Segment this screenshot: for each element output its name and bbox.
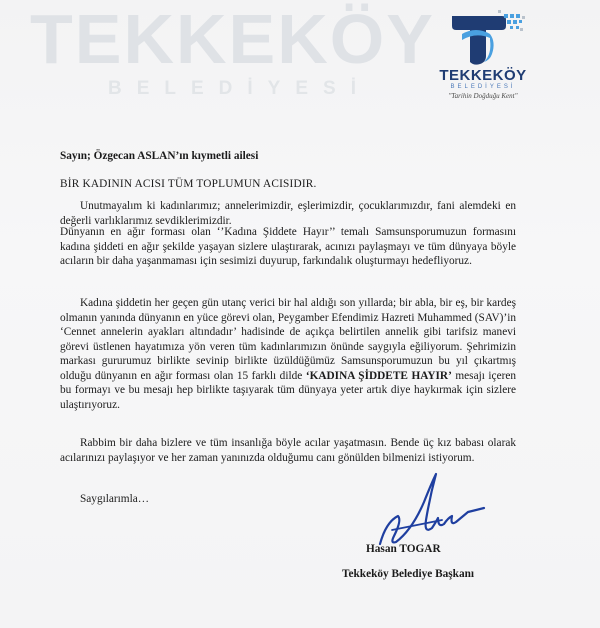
signatory-title: Tekkeköy Belediye Başkanı bbox=[342, 568, 475, 580]
paragraph-4: Rabbim bir daha bizlere ve tüm insanlığa böyle acılar yaşatmasın. Bende üç kız babası olarak acılarınızı paylaşıyor ve her zaman yanınızda olduğumu canı gönülden bilmenizi istiyorum. bbox=[60, 437, 516, 464]
logo-subtitle: BELEDİYESİ bbox=[450, 84, 516, 90]
logo-name: TEKKEKÖY bbox=[439, 67, 527, 84]
watermark-subtitle: BELEDİYESİ bbox=[108, 78, 371, 99]
paragraph-3-part-a: Kadına şiddetin her geçen gün utanç verici bir hal aldığı son yıllarda; bir abla, bir eş, bir kardeş olmanın yanında dünyanın en yüce görevi olan, Peygamber Efendimiz Hazreti Muhammed (SAV)’in ‘Cennet annelerin ayakları altındadır’ hadisinde de açıkça belirtilen annelik gibi tarifsiz manevi görevi üstlenen hayatımıza yön veren tüm kadınlarımızın önünde saygıyla eğiliyorum. Şehrimizin markası gururumuz birlikte sevinip birlikte üzüldüğümüz Samsunsporumuzun bu yıl çıkartmış olduğu dünyanın en ağır forması olan 15 farklı dilde bbox=[60, 297, 516, 382]
watermark-title: TEKKEKÖY bbox=[30, 0, 435, 78]
paragraph-3 bbox=[60, 296, 516, 412]
logo-mark-icon bbox=[446, 10, 526, 68]
paragraph-3-slogan: ‘KADINA ŞİDDETE HAYIR’ bbox=[305, 369, 452, 382]
paragraph-2: Dünyanın en ağır forması olan ‘’Kadına Şiddete Hayır’’ temalı Samsunsporumuzun formasını kadına şiddeti en ağır şekilde yaşayan sizlere ulaştırarak, acınızı paylaşmayı ve tüm dünyaya böyle acıların bir daha yaşanmaması için sesimizi duyurup, farkındalık oluşturmayı hedefliyoruz. bbox=[60, 226, 516, 267]
letter-heading: BİR KADININ ACISI TÜM TOPLUMUN ACISIDIR. bbox=[60, 178, 317, 190]
handwritten-signature bbox=[372, 472, 492, 552]
signatory-name: Hasan TOGAR bbox=[366, 543, 441, 555]
logo-slogan: "Tarihin Doğduğu Kent" bbox=[448, 92, 518, 100]
paragraph-3-part-c: mesajı içeren bu formayı ve bu mesajı hep birlikte taşıyarak tüm dünyaya yeter artık diye haykırmak için sizlere ulaştırıyoruz. bbox=[60, 369, 517, 411]
salutation: Sayın; Özgecan ASLAN’ın kıymetli ailesi bbox=[60, 150, 259, 162]
municipality-logo bbox=[428, 10, 578, 105]
paragraph-1: Unutmayalım ki kadınlarımız; annelerimizdir, eşlerimizdir, çocuklarımızdır, fani alemdeki en değerli varlıklarımız sevdiklerimizdir. bbox=[60, 200, 516, 227]
closing: Saygılarımla… bbox=[80, 493, 150, 505]
